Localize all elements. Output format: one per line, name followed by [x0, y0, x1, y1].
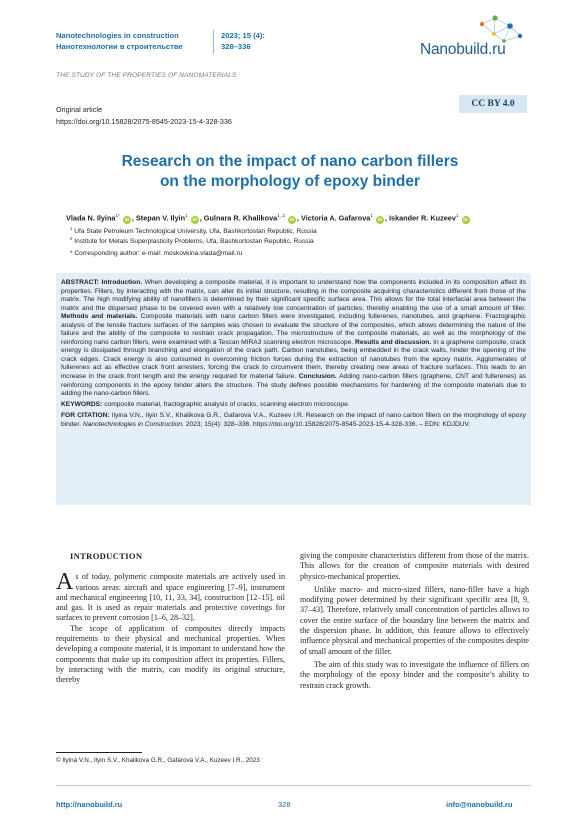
author-affil-sup: 1*	[115, 213, 120, 218]
journal-name-en: Nanotechnologies in construction	[56, 31, 179, 40]
intro-text: When developing a composite material, it is important to understand how the components included in its composition affect its properties. Fillers, by interacting with the matrix, can alter its initial structure, resulting in the composite acquiring characteristics different from those of the matrix. The high modifying ability of nanofillers is determined by their significant specific surface area. This allows for the total interfacial area between the matrix and the dispersed phase to be covered even with a relatively low concentration of particles, thereby enabling the use of a small amount of filler.	[61, 279, 526, 312]
author-name: Gulnara R. Khalikova	[203, 213, 278, 223]
copyright-footnote: © Ilyina V.N., Ilyin S.V., Khalikova G.R., Gafarova V.A., Kuzeev I.R., 2023	[56, 757, 260, 764]
methods-label: Methods and materials.	[61, 313, 138, 321]
body-paragraph: The scope of application of composites directly impacts requirements to their physical and mechanical properties. When developing a composite material, it is important to understand how the components that make up its composition affect its properties. Fillers, by interacting with the matrix, can modify its original structure, thereby	[56, 623, 285, 685]
footnote-rule	[56, 752, 142, 753]
citation	[61, 412, 526, 429]
conclusion-text: Adding nano-carbon fillers (graphene, CNT and fullerenes) as reinforcing components in the epoxy binder alters the structure. The study defines possible mechanisms for hardening of the composite materials due to adding the nano-carbon fillers.	[61, 373, 526, 398]
footer-email-link[interactable]: info@nanobuild.ru	[446, 800, 513, 809]
citation-tail[interactable]: 2023; 15(4): 328–336. https://doi.org/10.15828/2075-8545-2023-15-4-328-336. – EDN: KDJDUV.	[185, 420, 471, 428]
doi-link[interactable]: https://doi.org/10.15828/2075-8545-2023-15-4-328-336	[56, 117, 232, 126]
results-label: Results and discussion.	[355, 338, 432, 346]
author-list: Vlada N. Ilyina$^{1*}$ iD , Stepan V. Ilyin$^1$ iD , Gulnara R. Khalikova$^{1, 2}$ iD , Victoria A. Gafarova$^1$ iD , Iskander R. Kuzeev$^1$ iD	[66, 213, 468, 223]
author-name: Vlada N. Ilyina	[66, 213, 116, 223]
affiliation-sup: 1	[70, 226, 73, 231]
affiliation-text: Ufa State Petroleum Technological University, Ufa, Bashkortostan Republic, Russia	[74, 228, 317, 236]
body-paragraph: giving the composite characteristics different from those of the matrix. This allows for the creation of composite materials with desired physico-mechanical properties.	[300, 551, 529, 581]
corresponding-author: * Corresponding author: e-mail: moskovkina.vlada@mail.ru	[70, 250, 243, 257]
author-affil-sup: 1	[370, 213, 373, 218]
citation-label: FOR CITATION:	[61, 412, 110, 420]
article-type: Original article	[56, 105, 102, 114]
title-line-1: Research on the impact of nano carbon fillers	[121, 153, 459, 170]
author-name: Victoria A. Gafarova	[300, 213, 371, 223]
orcid-icon[interactable]: iD	[124, 217, 130, 223]
keywords-label: KEYWORDS:	[61, 401, 103, 409]
abstract-box	[56, 273, 531, 505]
author-name: Iskander R. Kuzeev	[388, 213, 456, 223]
author-affil-sup: 1, 2	[277, 213, 285, 218]
affiliation-sup: 2	[70, 236, 73, 241]
issue-pages: 328–336	[221, 41, 251, 51]
intro-label: Introduction.	[101, 279, 143, 286]
body-column-left	[56, 551, 285, 686]
author-affil-sup: 1	[455, 213, 459, 218]
logo-text: Nanobuild.ru	[420, 41, 506, 58]
keywords-text: composite material, fractographic analysis of cracks, scanning electron microscope.	[104, 401, 350, 409]
footer-website-link[interactable]: http://nanobuild.ru	[56, 800, 123, 809]
page-number: 328	[278, 800, 291, 809]
section-heading: INTRODUCTION	[70, 551, 143, 561]
body-paragraph: The aim of this study was to investigate the influence of fillers on the morphology of the epoxy binder and the composite’s ability to restrain crack growth.	[300, 659, 529, 690]
keywords	[61, 401, 526, 410]
body-paragraph	[56, 569, 285, 623]
section-label: THE STUDY OF THE PROPERTIES OF NANOMATERIALS	[56, 72, 237, 79]
issue-info	[221, 31, 311, 52]
orcid-icon[interactable]: iD	[377, 217, 383, 223]
issue-number: 2023; 15 (4):	[221, 31, 265, 40]
article-title	[60, 152, 520, 191]
methods-text: Composite materials with nano carbon fillers were investigated, including fullerenes, nanotubes, and graphene. Fractographic analysis of the tensile fracture surfaces of the samples was chosen to evaluate the structure of the composites, which allows determining the nature of the failure and the ability of the composite to restrain crack propagation. The microstructure of the composite materials, as well as the morphology of the reinforcing nano carbon fillers, were examined with a Tescan MIRA3 scanning electron microscope.	[61, 313, 526, 346]
conclusion-label: Conclusion.	[298, 373, 337, 381]
author-name: Stepan V. Ilyin	[135, 213, 186, 223]
results-text: In a graphene composite, crack energy is dissipated through branching and elongation of the crack path. Carbon nanotubes, being embedded in the crack walls, hinder the opening of the crack edges. Crack energy is also consumed in overcoming friction forces during the extraction of nanotubes from the epoxy matrix. Agglomerates of fullerenes act as effective crack front arresters, forcing the crack to circumvent them, thereby creating new areas of fracture surfaces. This leads to an increase in the crack front length and the energy required for material failure.	[61, 338, 526, 381]
citation-text: Ilyina V.N., Ilyin S.V., Khalikova G.R., Gafarova V.A., Kuzeev I.R. Research on the impact of nano carbon fillers on the morphology of epoxy binder.	[61, 412, 526, 428]
body-column-right	[300, 551, 529, 691]
abstract-label: ABSTRACT:	[61, 279, 99, 286]
license-badge: CC BY 4.0	[459, 95, 527, 113]
drop-cap: A	[56, 569, 74, 596]
affiliation-1	[70, 226, 317, 235]
affiliation-text: Institute for Metals Superplasticity Problems, Ufa, Bashkortostan Republic, Russia	[74, 238, 314, 246]
orcid-icon[interactable]: iD	[463, 217, 468, 223]
orcid-icon[interactable]: iD	[289, 217, 295, 223]
affiliation-2	[70, 236, 314, 245]
abstract-paragraph	[61, 279, 526, 399]
footer-rule	[56, 785, 531, 786]
title-line-2: on the morphology of epoxy binder	[159, 172, 421, 190]
body-paragraph: Unlike macro- and micro-sized fillers, nano-filler have a high modifying power determined by their significant specific area [8, 9, 37–43]. Therefore, relatively small concentration of particles allows to cover the entire surface of the boundary line between the matrix and the dispersion phase. In addition, this feature allows to effectively influence physical and mechanical properties of the composites despite of small amount of the filler.	[300, 584, 529, 656]
citation-journal: Nanotechnologies in Construction.	[82, 420, 184, 428]
journal-name-ru: Нанотехнологии в строительстве	[56, 41, 183, 51]
author-affil-sup: 1	[185, 213, 188, 218]
header-divider	[213, 30, 214, 54]
journal-name	[56, 31, 216, 52]
orcid-icon[interactable]: iD	[192, 217, 197, 223]
body-paragraph-text: s of today, polymeric composite materials are actively used in various areas: aircraft and space engineering [7–9], instrument and mechanical engineering [10, 11, 33, 34], construction [12–15], oil and gas. It is used as repair materials and protective coverings for surfaces to prevent corrosion [1–6, 28–32].	[56, 572, 285, 623]
